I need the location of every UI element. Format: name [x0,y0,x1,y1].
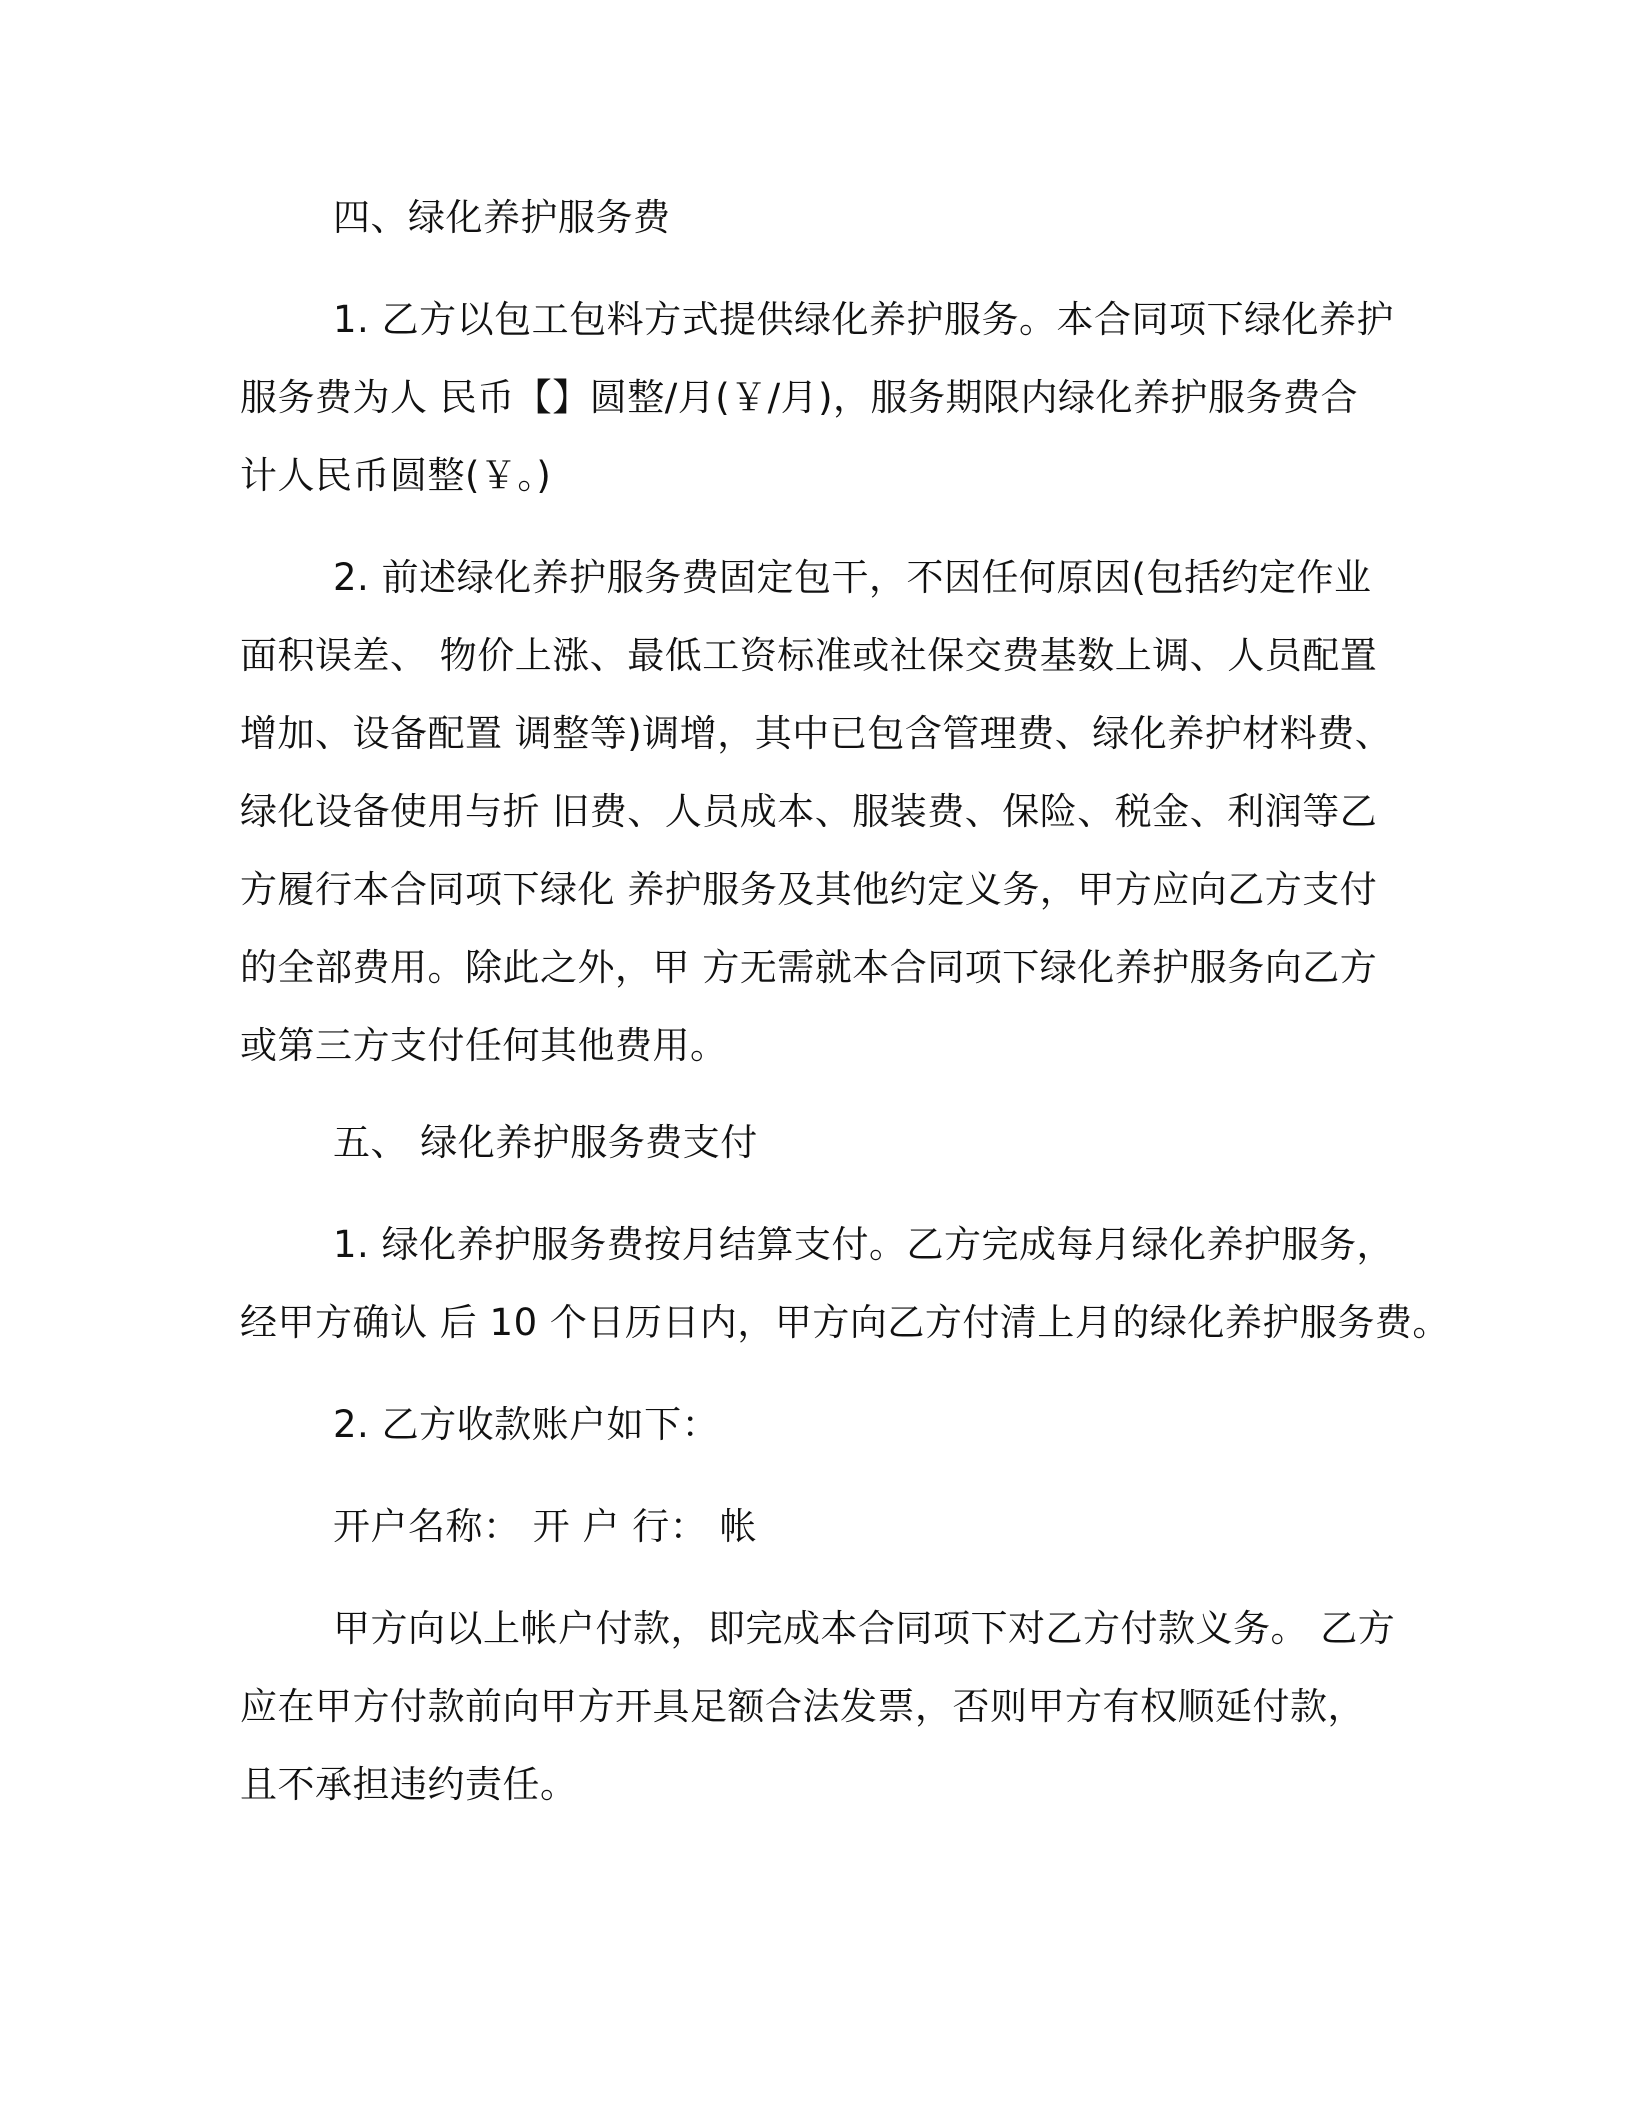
s5-p1-line2: 经甲方确认 后 10 个日历日内，甲方向乙方付清上月的绿化养护服务费。 [240,1301,1450,1344]
s5-p2-line1: 2. 乙方收款账户如下： [333,1403,720,1446]
s4-p1-line3: 计人民币圆整(￥。) [240,454,552,497]
s4-p1-line2: 服务费为人 民币【】圆整/月(￥/月)，服务期限内绿化养护服务费合 [240,376,1359,419]
s4-p1-line1: 1. 乙方以包工包料方式提供绿化养护服务。本合同项下绿化养护 [333,298,1395,341]
s5-p1-line1: 1. 绿化养护服务费按月结算支付。乙方完成每月绿化养护服务， [333,1223,1395,1266]
s4-p2-line5: 方履行本合同项下绿化 养护服务及其他约定义务，甲方应向乙方支付 [240,868,1378,911]
s5-p4-line3: 且不承担违约责任。 [240,1763,578,1806]
s5-p4-line2: 应在甲方付款前向甲方开具足额合法发票，否则甲方有权顺延付款， [240,1685,1365,1728]
s4-p2-line1: 2. 前述绿化养护服务费固定包干，不因任何原因(包括约定作业 [333,556,1372,599]
section-4-heading: 四、绿化养护服务费 [333,196,671,239]
s4-p2-line2: 面积误差、 物价上涨、最低工资标准或社保交费基数上调、人员配置 [240,634,1378,677]
s4-p2-line3: 增加、设备配置 调整等)调增，其中已包含管理费、绿化养护材料费、 [240,712,1393,755]
section-5-heading: 五、 绿化养护服务费支付 [333,1121,758,1164]
s5-p4-line1: 甲方向以上帐户付款，即完成本合同项下对乙方付款义务。 乙方 [333,1607,1396,1650]
s4-p2-line7: 或第三方支付任何其他费用。 [240,1024,728,1067]
s5-account-fields: 开户名称： 开 户 行： 帐 [333,1505,758,1548]
s4-p2-line6: 的全部费用。除此之外，甲 方无需就本合同项下绿化养护服务向乙方 [240,946,1378,989]
s4-p2-line4: 绿化设备使用与折 旧费、人员成本、服装费、保险、税金、利润等乙 [240,790,1378,833]
